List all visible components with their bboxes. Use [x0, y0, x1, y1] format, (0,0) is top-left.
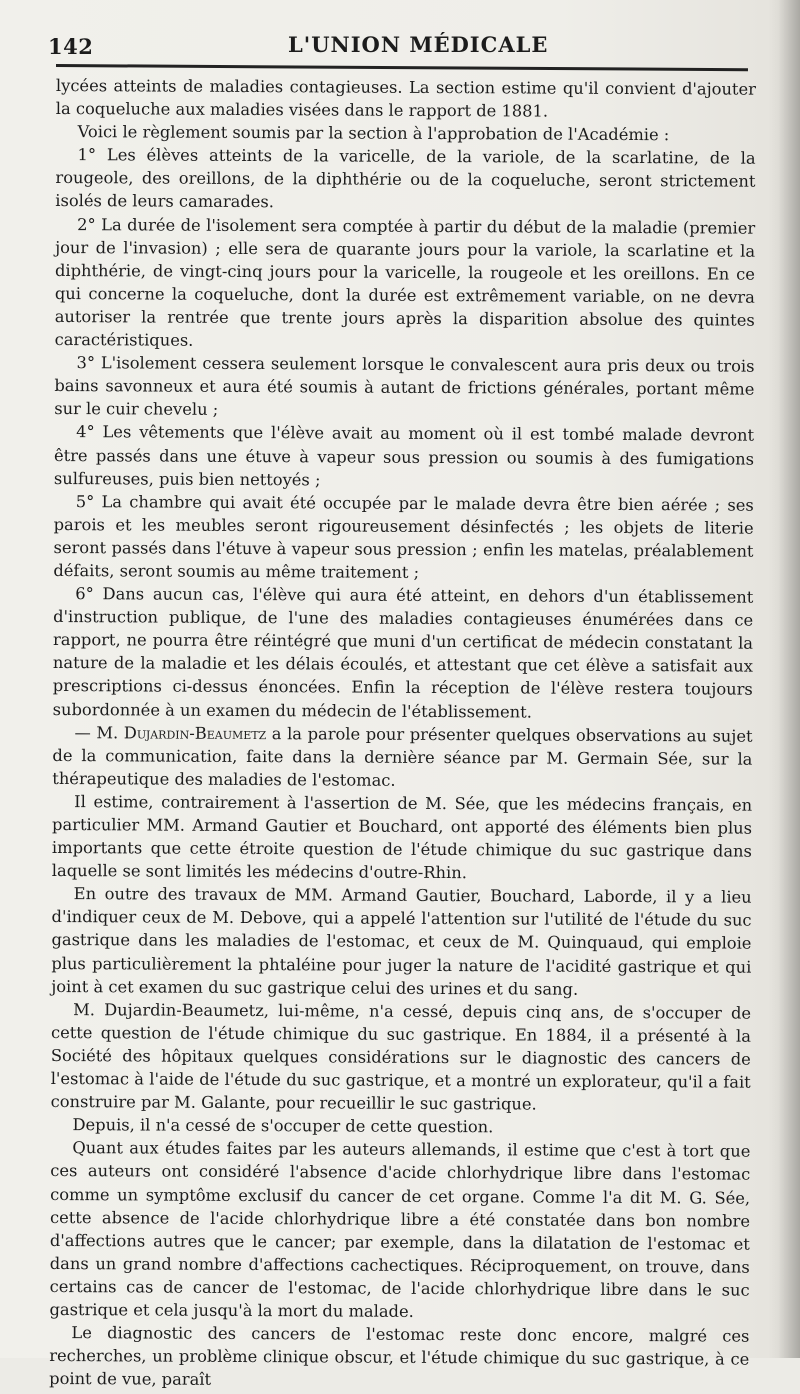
paragraph — [52, 721, 752, 794]
paragraph: lycées atteints de maladies contagieuses. La section estime qu'il convient d'ajouter la coqueluche aux maladies visées dans le rapport de 1881. — [55, 75, 756, 121]
paragraph: Il estime, contrairement à l'assertion de M. Sée, que les médecins français, en particulier MM. Armand Gautier et Bouchard, ont apporté des éléments bien plus importants que cette étroite question de l'étude chimique du suc gastrique dans laquelle se sont limités les médecins d'outre-Rhin. — [51, 792, 753, 883]
paragraph: En outre des travaux de MM. Armand Gautier, Bouchard, Laborde, il y a lieu d'indiquer ceux de M. Debove, qui a appelé l'attention sur l'utilité de l'étude du suc gastrique dans les maladies de l'estomac, et ceux de M. Quinquaud, qui emploie plus particulièrement la phtaléine pour juger la nature de l'acidité gastrique et qui joint à cet examen du suc gastrique celui des urines et du sang. — [51, 884, 752, 999]
page-header — [48, 30, 748, 62]
paragraph: Le diagnostic des cancers de l'estomac reste donc encore, malgré ces recherches, un problème clinique obscur, et l'étude chimique du suc gastrique, à ce point de vue, paraît — [49, 1323, 750, 1390]
paragraph: Voici le règlement soumis par la section à l'approbation de l'Académie : — [77, 122, 670, 145]
article-body — [49, 74, 756, 1394]
running-title: L'UNION MÉDICALE — [288, 32, 549, 57]
paragraph: 3° L'isolement cessera seulement lorsque le convalescent aura pris deux ou trois bains savonneux et aura été soumis à autant de frictions générales, portant même sur le cuir chevelu ; — [54, 353, 755, 420]
paragraph: 1° Les élèves atteints de la varicelle, de la variole, de la scarlatine, de la rougeole, des oreillons, de la diphthérie ou de la coqueluche, seront strictement isolés de leurs camarades. — [55, 145, 756, 212]
paragraph: Depuis, il n'a cessé de s'occuper de cette question. — [72, 1115, 494, 1137]
paragraph: 2° La durée de l'isolement sera comptée à partir du début de la maladie (premier jour de l'invasion) ; elle sera de quarante jours pour la variole, la scarlatine et la diphthérie, de vingt-cinq jours pour la varicelle, la rougeole et les oreillons. En ce qui concerne la coqueluche, dont la durée est extrêmement variable, on ne devra autoriser la rentrée que trente jours après la disparition absolue des quintes caractéristiques. — [54, 214, 756, 350]
header-rule — [56, 64, 748, 71]
page-number: 142 — [48, 34, 94, 59]
speaker-text: a la parole pour présenter quelques observations au sujet de la communication, faite dans la dernière séance par M. Germain Sée, sur la thérapeutique des maladies de l'estomac. — [52, 723, 753, 790]
speaker-name: Dujardin-Beaumetz — [123, 722, 267, 743]
speaker-intro: — M. — [74, 722, 124, 742]
paragraph: 5° La chambre qui avait été occupée par le malade devra être bien aérée ; ses parois et les meubles seront rigoureusement désinfectés ; les objets de literie seront passés dans l'étuve à vapeur sous pression ; enfin les matelas, préalablement défaits, seront soumis au même traitement ; — [53, 491, 754, 582]
paragraph: 4° Les vêtements que l'élève avait au moment où il est tombé malade devront être passés dans une étuve à vapeur sous pression ou soumis à des fumigations sulfureuses, puis bien nettoyés ; — [53, 422, 755, 489]
paragraph: Quant aux études faites par les auteurs allemands, il estime que c'est à tort que ces auteurs ont considéré l'absence d'acide chlorhydrique libre dans l'estomac comme un symptôme exclusif du cancer de cet organe. Comme l'a dit M. G. Sée, cette absence de l'acide chlorhydrique libre a été constatée dans bon nombre d'affections autres que le cancer; par exemple, dans la dilatation de l'estomac et dans un grand nombre d'affections cachectiques. Réciproquement, on trouve, dans certains cas de cancer de l'estomac, de l'acide chlorhydrique libre dans le suc gastrique et cela jusqu'à la mort du malade. — [49, 1138, 751, 1321]
page-edge-shadow — [778, 0, 800, 1358]
paragraph: 6° Dans aucun cas, l'élève qui aura été atteint, en dehors d'un établissement d'instruction publique, de l'une des maladies contagieuses énumérées dans ce rapport, ne pourra être réintégré que muni d'un certificat de médecin constatant la nature de la maladie et les délais écoulés, et attestant que cet élève a satisfait aux prescriptions ci-dessus énoncées. Enfin la réception de l'élève restera toujours subordonnée à un examen du médecin de l'établissement. — [52, 584, 754, 722]
paragraph: M. Dujardin-Beaumetz, lui-même, n'a cessé, depuis cinq ans, de s'occuper de cette question de l'étude chimique du suc gastrique. En 1884, il a présenté à la Société des hôpitaux quelques considérations sur le diagnostic des cancers de l'estomac à l'aide de l'étude du suc gastrique, et a montré un explorateur, qu'il a fait construire par M. Galante, pour recueillir le suc gastrique. — [50, 999, 752, 1114]
